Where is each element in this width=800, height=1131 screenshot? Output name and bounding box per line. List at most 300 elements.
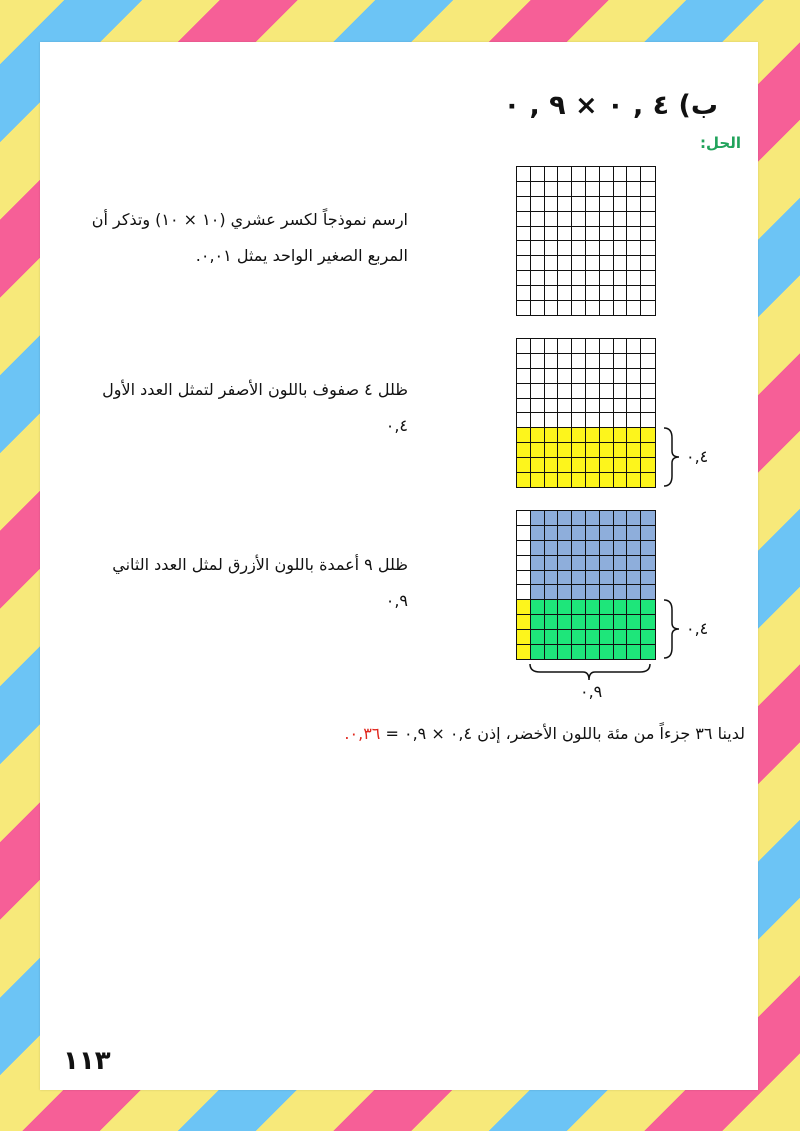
grid-cell: [641, 541, 655, 556]
grid-cell: [558, 301, 572, 315]
grid-cell: [614, 271, 628, 286]
grid-cell: [531, 571, 545, 586]
grid-cell: [641, 227, 655, 242]
grid-cell: [586, 399, 600, 414]
grid-cell: [517, 443, 531, 458]
grid-cell: [572, 615, 586, 630]
grid-cell: [586, 256, 600, 271]
grid-cell: [641, 585, 655, 600]
grid-cell: [517, 286, 531, 301]
grid-cell: [641, 413, 655, 428]
grid-cell: [558, 473, 572, 487]
grid-cell: [586, 301, 600, 315]
grid-cell: [627, 473, 641, 487]
grid-cell: [600, 167, 614, 182]
grid-cell: [627, 227, 641, 242]
grid-cell: [545, 571, 559, 586]
grid-cell: [614, 182, 628, 197]
grid-cell: [531, 630, 545, 645]
grid-cell: [627, 571, 641, 586]
grid-cell: [558, 428, 572, 443]
grid-cell: [558, 541, 572, 556]
grid-cell: [614, 556, 628, 571]
grid-cell: [531, 369, 545, 384]
grid-cell: [627, 556, 641, 571]
grid-cell: [600, 428, 614, 443]
grid-cell: [545, 286, 559, 301]
grid-cell: [600, 600, 614, 615]
grid-cell: [558, 197, 572, 212]
grid-cell: [558, 369, 572, 384]
grid-cell: [586, 271, 600, 286]
grid-cell: [558, 339, 572, 354]
grid-cell: [572, 511, 586, 526]
grid-cell: [531, 585, 545, 600]
grid-cell: [572, 630, 586, 645]
grid-cell: [531, 227, 545, 242]
grid-cell: [517, 541, 531, 556]
grid-cell: [641, 511, 655, 526]
grid-cell: [586, 227, 600, 242]
grid-cell: [627, 271, 641, 286]
grid-cell: [627, 645, 641, 659]
grid-cell: [572, 443, 586, 458]
grid-cell: [627, 541, 641, 556]
grid-cell: [545, 473, 559, 487]
grid-cell: [572, 212, 586, 227]
grid-cell: [545, 511, 559, 526]
grid-cell: [517, 585, 531, 600]
grid-cell: [627, 286, 641, 301]
grid-cell: [641, 615, 655, 630]
grid-cell: [614, 541, 628, 556]
grid-cell: [572, 413, 586, 428]
grid-cell: [531, 473, 545, 487]
grid-cell: [600, 541, 614, 556]
grid-cell: [531, 556, 545, 571]
grid-cell: [572, 399, 586, 414]
grid-cell: [558, 384, 572, 399]
grid-cell: [572, 197, 586, 212]
grid-cell: [600, 526, 614, 541]
grid-cell: [572, 458, 586, 473]
grid-cell: [627, 511, 641, 526]
grid-cell: [627, 384, 641, 399]
grid-cell: [558, 167, 572, 182]
grid-cell: [627, 354, 641, 369]
grid-cell: [586, 571, 600, 586]
grid-cell: [600, 227, 614, 242]
grid-cell: [600, 399, 614, 414]
grid-cell: [614, 585, 628, 600]
decimal-grid-empty: [516, 166, 656, 316]
grid-cell: [600, 212, 614, 227]
grid-cell: [627, 413, 641, 428]
grid-cell: [641, 428, 655, 443]
grid-cell: [641, 167, 655, 182]
grid-cell: [614, 443, 628, 458]
grid-cell: [558, 615, 572, 630]
grid-cell: [600, 556, 614, 571]
result-answer: ٠,٣٦.: [344, 724, 381, 743]
grid-cell: [627, 369, 641, 384]
grid-cell: [600, 615, 614, 630]
grid-cell: [627, 600, 641, 615]
grid-cell: [545, 369, 559, 384]
grid-cell: [614, 428, 628, 443]
grid-cell: [586, 384, 600, 399]
grid-cell: [614, 399, 628, 414]
grid-cell: [641, 384, 655, 399]
grid-cell: [572, 271, 586, 286]
grid-cell: [558, 399, 572, 414]
grid-cell: [586, 511, 600, 526]
grid-cell: [531, 511, 545, 526]
grid-cell: [545, 227, 559, 242]
grid-cell: [641, 556, 655, 571]
grid-cell: [517, 339, 531, 354]
grid-cell: [586, 369, 600, 384]
grid-cell: [641, 197, 655, 212]
grid-cell: [545, 354, 559, 369]
solution-heading: الحل:: [700, 134, 741, 152]
grid-cell: [572, 301, 586, 315]
grid-cell: [641, 473, 655, 487]
grid-cell: [517, 227, 531, 242]
grid-cell: [572, 526, 586, 541]
grid-cell: [531, 428, 545, 443]
grid-cell: [641, 182, 655, 197]
grid-cell: [517, 271, 531, 286]
row-brace-label: ٠,٤: [686, 447, 709, 466]
grid-cell: [531, 197, 545, 212]
grid-cell: [517, 241, 531, 256]
grid-cell: [600, 443, 614, 458]
grid-cell: [614, 571, 628, 586]
grid-cell: [614, 241, 628, 256]
grid-cell: [558, 511, 572, 526]
grid-cell: [517, 526, 531, 541]
grid-cell: [600, 301, 614, 315]
grid-cell: [558, 645, 572, 659]
grid-cell: [545, 256, 559, 271]
decimal-grid-yellow-rows: [516, 338, 656, 488]
column-brace: [528, 662, 654, 684]
grid-cell: [641, 212, 655, 227]
grid-cell: [531, 167, 545, 182]
grid-cell: [545, 443, 559, 458]
grid-cell: [586, 556, 600, 571]
grid-cell: [517, 473, 531, 487]
grid-cell: [545, 413, 559, 428]
worksheet-page: [40, 42, 758, 1090]
grid-cell: [600, 241, 614, 256]
grid-cell: [641, 630, 655, 645]
grid-cell: [517, 630, 531, 645]
grid-cell: [558, 286, 572, 301]
grid-cell: [545, 339, 559, 354]
grid-cell: [627, 167, 641, 182]
page-number: ١١٣: [63, 1046, 111, 1076]
grid-cell: [586, 526, 600, 541]
grid-cell: [641, 286, 655, 301]
grid-cell: [600, 182, 614, 197]
grid-cell: [517, 458, 531, 473]
grid-cell: [558, 413, 572, 428]
grid-cell: [531, 271, 545, 286]
grid-cell: [641, 571, 655, 586]
grid-cell: [545, 600, 559, 615]
grid-cell: [558, 571, 572, 586]
grid-cell: [600, 384, 614, 399]
grid-cell: [517, 354, 531, 369]
grid-cell: [614, 167, 628, 182]
grid-cell: [558, 212, 572, 227]
grid-cell: [641, 645, 655, 659]
grid-cell: [641, 256, 655, 271]
grid-cell: [572, 256, 586, 271]
grid-cell: [545, 526, 559, 541]
row-brace-label-2: ٠,٤: [686, 619, 709, 638]
step-2-text: ظلل ٤ صفوف باللون الأصفر لتمثل العدد الأول ٠,٤: [102, 380, 408, 435]
grid-cell: [545, 384, 559, 399]
grid-cell: [600, 511, 614, 526]
grid-cell: [545, 167, 559, 182]
grid-cell: [545, 428, 559, 443]
grid-cell: [517, 256, 531, 271]
grid-cell: [627, 615, 641, 630]
grid-cell: [531, 541, 545, 556]
grid-cell: [531, 286, 545, 301]
grid-cell: [614, 645, 628, 659]
grid-cell: [614, 511, 628, 526]
grid-cell: [586, 630, 600, 645]
grid-cell: [531, 413, 545, 428]
grid-cell: [572, 286, 586, 301]
grid-cell: [572, 556, 586, 571]
grid-cell: [545, 585, 559, 600]
grid-cell: [600, 571, 614, 586]
grid-cell: [558, 182, 572, 197]
grid-cell: [558, 556, 572, 571]
grid-cell: [572, 384, 586, 399]
grid-cell: [558, 227, 572, 242]
grid-cell: [627, 197, 641, 212]
grid-cell: [614, 354, 628, 369]
grid-cell: [627, 585, 641, 600]
grid-cell: [614, 227, 628, 242]
result-text: لدينا ٣٦ جزءاً من مئة باللون الأخضر، إذن ٠,٤ × ٠,٩ =: [380, 724, 745, 743]
grid-cell: [531, 600, 545, 615]
grid-cell: [627, 630, 641, 645]
grid-cell: [558, 443, 572, 458]
grid-cell: [627, 339, 641, 354]
grid-cell: [517, 384, 531, 399]
grid-cell: [531, 399, 545, 414]
grid-cell: [641, 354, 655, 369]
grid-cell: [545, 399, 559, 414]
grid-cell: [517, 511, 531, 526]
grid-cell: [586, 600, 600, 615]
step-3-text: ظلل ٩ أعمدة باللون الأزرق لمثل العدد الثاني ٠,٩: [112, 555, 408, 610]
grid-cell: [600, 413, 614, 428]
grid-cell: [572, 541, 586, 556]
grid-cell: [545, 645, 559, 659]
grid-cell: [586, 428, 600, 443]
grid-cell: [586, 212, 600, 227]
grid-cell: [545, 301, 559, 315]
grid-cell: [545, 241, 559, 256]
grid-cell: [600, 271, 614, 286]
grid-cell: [627, 526, 641, 541]
grid-cell: [545, 271, 559, 286]
grid-cell: [627, 458, 641, 473]
grid-cell: [614, 369, 628, 384]
grid-cell: [572, 571, 586, 586]
grid-cell: [586, 413, 600, 428]
grid-cell: [572, 182, 586, 197]
grid-cell: [600, 339, 614, 354]
grid-cell: [558, 600, 572, 615]
grid-cell: [586, 286, 600, 301]
grid-cell: [614, 413, 628, 428]
grid-cell: [586, 443, 600, 458]
grid-cell: [627, 399, 641, 414]
grid-cell: [586, 473, 600, 487]
grid-cell: [517, 615, 531, 630]
grid-cell: [517, 399, 531, 414]
grid-cell: [531, 354, 545, 369]
grid-cell: [558, 630, 572, 645]
grid-cell: [586, 585, 600, 600]
grid-cell: [586, 541, 600, 556]
grid-cell: [517, 197, 531, 212]
grid-cell: [600, 630, 614, 645]
grid-cell: [517, 428, 531, 443]
grid-cell: [641, 339, 655, 354]
grid-cell: [517, 301, 531, 315]
grid-cell: [572, 167, 586, 182]
grid-cell: [517, 167, 531, 182]
decimal-grid-product: [516, 510, 656, 660]
grid-cell: [531, 645, 545, 659]
grid-cell: [641, 369, 655, 384]
grid-cell: [641, 526, 655, 541]
grid-cell: [531, 443, 545, 458]
grid-cell: [572, 428, 586, 443]
grid-cell: [517, 182, 531, 197]
grid-cell: [558, 241, 572, 256]
grid-cell: [614, 212, 628, 227]
grid-cell: [627, 443, 641, 458]
grid-cell: [531, 212, 545, 227]
grid-cell: [600, 369, 614, 384]
grid-cell: [545, 615, 559, 630]
grid-cell: [558, 585, 572, 600]
grid-cell: [600, 197, 614, 212]
grid-cell: [517, 212, 531, 227]
grid-cell: [614, 600, 628, 615]
grid-cell: [545, 197, 559, 212]
grid-cell: [614, 630, 628, 645]
grid-cell: [517, 600, 531, 615]
grid-cell: [572, 473, 586, 487]
grid-cell: [531, 458, 545, 473]
grid-cell: [614, 458, 628, 473]
grid-cell: [545, 630, 559, 645]
grid-cell: [531, 615, 545, 630]
result-statement: [344, 724, 745, 743]
grid-cell: [545, 541, 559, 556]
grid-cell: [545, 458, 559, 473]
grid-cell: [600, 286, 614, 301]
grid-cell: [531, 526, 545, 541]
grid-cell: [641, 443, 655, 458]
grid-cell: [586, 615, 600, 630]
grid-cell: [627, 256, 641, 271]
grid-cell: [572, 645, 586, 659]
grid-cell: [600, 645, 614, 659]
grid-cell: [614, 615, 628, 630]
grid-cell: [600, 585, 614, 600]
grid-cell: [600, 458, 614, 473]
grid-cell: [641, 271, 655, 286]
grid-cell: [558, 271, 572, 286]
grid-cell: [614, 473, 628, 487]
grid-cell: [572, 369, 586, 384]
step-1-text: ارسم نموذجاً لكسر عشري (١٠ × ١٠) وتذكر أن المربع الصغير الواحد يمثل ٠,٠١.: [91, 210, 408, 265]
grid-cell: [614, 526, 628, 541]
grid-cell: [614, 286, 628, 301]
grid-cell: [627, 182, 641, 197]
grid-cell: [531, 241, 545, 256]
grid-cell: [641, 399, 655, 414]
grid-cell: [572, 585, 586, 600]
grid-cell: [545, 556, 559, 571]
problem-title: ب) ٤ , ٠ × ٩ , ٠: [503, 90, 718, 121]
grid-cell: [627, 212, 641, 227]
column-brace-label: ٠,٩: [580, 682, 603, 701]
grid-cell: [586, 197, 600, 212]
grid-cell: [614, 384, 628, 399]
grid-cell: [572, 227, 586, 242]
grid-cell: [627, 301, 641, 315]
grid-cell: [531, 384, 545, 399]
grid-cell: [641, 241, 655, 256]
grid-cell: [627, 428, 641, 443]
grid-cell: [572, 600, 586, 615]
grid-cell: [641, 301, 655, 315]
grid-cell: [586, 458, 600, 473]
grid-cell: [614, 339, 628, 354]
grid-cell: [600, 354, 614, 369]
grid-cell: [531, 301, 545, 315]
grid-cell: [586, 241, 600, 256]
grid-cell: [545, 212, 559, 227]
row-brace: [662, 426, 682, 488]
grid-cell: [517, 571, 531, 586]
grid-cell: [586, 339, 600, 354]
grid-cell: [517, 369, 531, 384]
grid-cell: [531, 339, 545, 354]
grid-cell: [545, 182, 559, 197]
grid-cell: [558, 354, 572, 369]
grid-cell: [517, 413, 531, 428]
grid-cell: [614, 301, 628, 315]
grid-cell: [641, 458, 655, 473]
grid-cell: [586, 645, 600, 659]
grid-cell: [517, 645, 531, 659]
